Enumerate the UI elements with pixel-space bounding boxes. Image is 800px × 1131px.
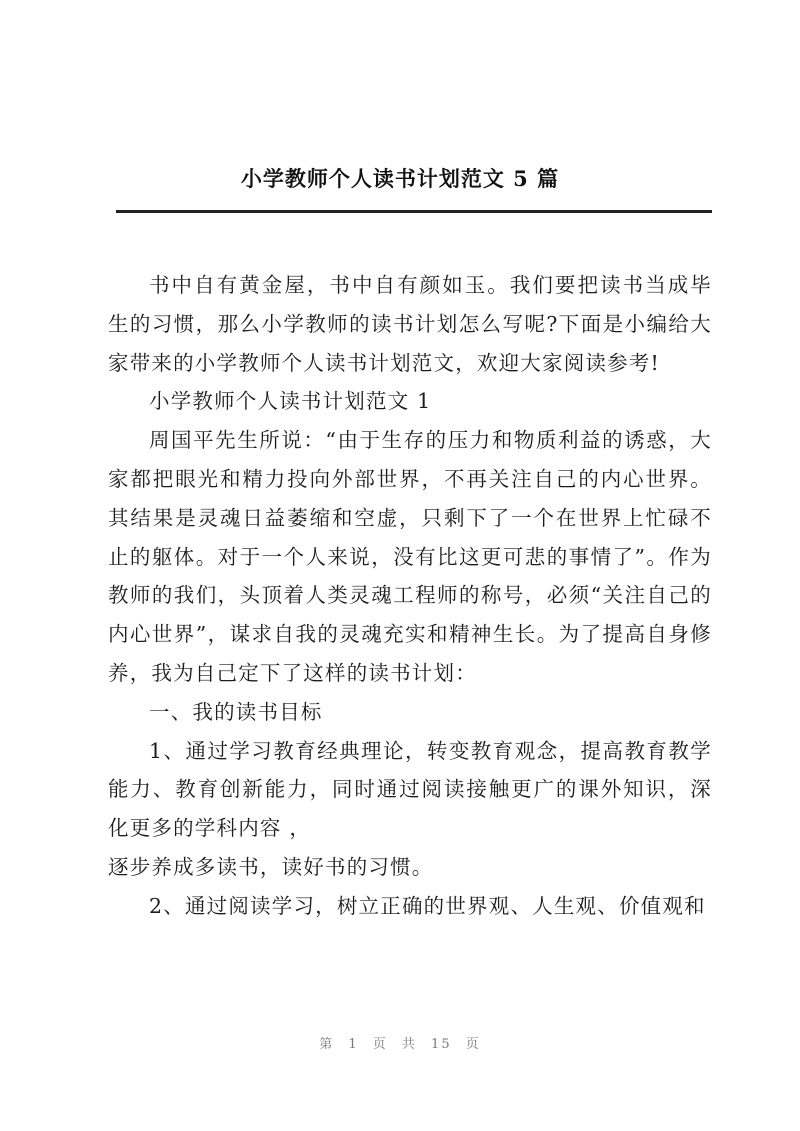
paragraph: 周国平先生所说：“由于生存的压力和物质利益的诱惑，大家都把眼光和精力投向外部世界，不再关注自己的内心世界。其结果是灵魂日益萎缩和空虚，只剩下了一个在世界上忙碌不止的躯体。对于一个人来说，没有比这更可悲的事情了”。作为教师的我们，头顶着人类灵魂工程师的称号，必须“关注自己的内心世界”，谋求自我的灵魂充实和精神生长。为了提高自身修养，我为自己定下了这样的读书计划：: [108, 428, 712, 685]
paragraph: 逐步养成多读书，读好书的习惯。: [108, 854, 434, 879]
section-heading: 小学教师个人读书计划范文 1: [149, 389, 432, 414]
section-heading: 一、我的读书目标: [149, 699, 323, 724]
page-footer: 第 1 页 共 15 页: [319, 1037, 481, 1052]
document-title: 小学教师个人读书计划范文 5 篇: [240, 166, 560, 191]
paragraph: 2、通过阅读学习，树立正确的世界观、人生观、价值观和: [149, 893, 706, 918]
document-body: [108, 266, 712, 926]
paragraph: 1、通过学习教育经典理论，转变教育观念，提高教育教学能力、教育创新能力，同时通过阅读接触更广的课外知识，深化更多的学科内容 ，: [108, 738, 712, 841]
title-underline: [116, 210, 712, 213]
paragraph: 书中自有黄金屋，书中自有颜如玉。我们要把读书当成毕生的习惯，那么小学教师的读书计划怎么写呢?下面是小编给大家带来的小学教师个人读书计划范文，欢迎大家阅读参考!: [108, 273, 712, 375]
